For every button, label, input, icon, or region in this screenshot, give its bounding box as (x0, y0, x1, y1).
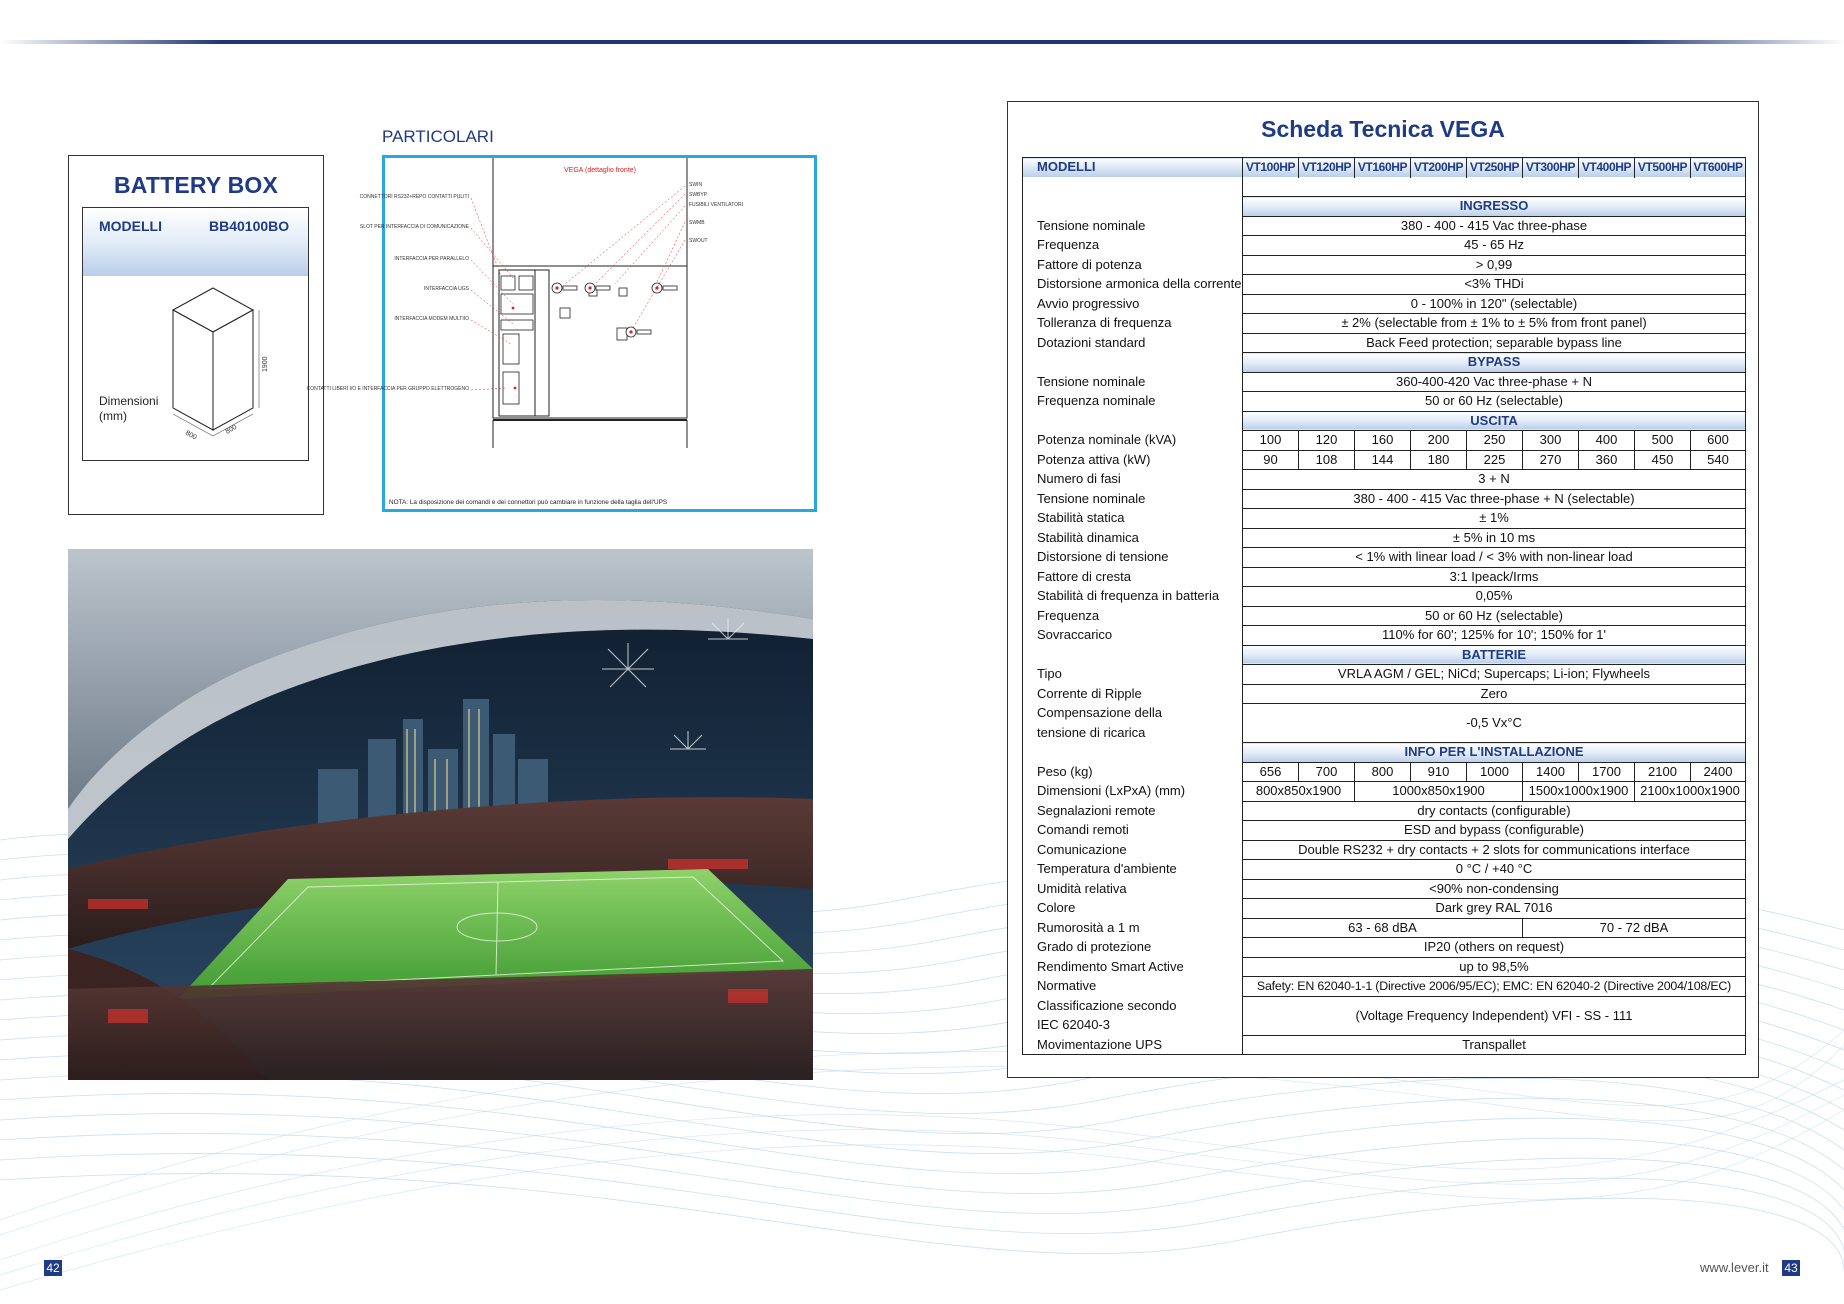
row-label: IEC 62040-3 (1023, 1016, 1243, 1036)
spec-row (1023, 548, 1746, 568)
row-label: Frequenza (1023, 606, 1243, 626)
dimension-cell: 2100x1000x1900 (1635, 782, 1746, 802)
row-label: Rumorosità a 1 m (1023, 918, 1243, 938)
row-value: IP20 (others on request) (1243, 938, 1746, 958)
row-value: <3% THDi (1243, 275, 1746, 295)
model-cell: VT200HP (1411, 158, 1467, 178)
spec-row (1023, 333, 1746, 353)
spec-row (1023, 899, 1746, 919)
row-label: Fattore di potenza (1023, 255, 1243, 275)
model-cell: VT120HP (1299, 158, 1355, 178)
callout-swbyp: SWBYP (689, 192, 708, 198)
weight-cell: 910 (1411, 762, 1467, 782)
spec-row (1023, 821, 1746, 841)
power-cell: 200 (1411, 431, 1467, 451)
active-cell: 90 (1243, 450, 1299, 470)
spec-row (1023, 704, 1746, 724)
row-label: Rendimento Smart Active (1023, 957, 1243, 977)
power-cell: 600 (1691, 431, 1746, 451)
battery-box-table (82, 207, 309, 461)
dimension-cell: 1500x1000x1900 (1523, 782, 1635, 802)
row-value: 0,05% (1243, 587, 1746, 607)
row-value: 3:1 Ipeack/Irms (1243, 567, 1746, 587)
section-row (1023, 197, 1746, 217)
row-label: Avvio progressivo (1023, 294, 1243, 314)
weight-cell: 1000 (1467, 762, 1523, 782)
battery-box-panel (68, 155, 324, 515)
model-cell: VT500HP (1635, 158, 1691, 178)
row-value: <90% non-condensing (1243, 879, 1746, 899)
active-power-row (1023, 450, 1746, 470)
callout-ugs: INTERFACCIA UGS (423, 286, 469, 292)
row-label: Stabilità dinamica (1023, 528, 1243, 548)
spec-row (1023, 567, 1746, 587)
row-label: Stabilità statica (1023, 509, 1243, 529)
spec-row (1023, 470, 1746, 490)
row-label: Segnalazioni remote (1023, 801, 1243, 821)
section-uscita: USCITA (1243, 411, 1746, 431)
spec-row (1023, 840, 1746, 860)
model-cell: VT250HP (1467, 158, 1523, 178)
model-cell: VT600HP (1691, 158, 1746, 178)
row-value: 380 - 400 - 415 Vac three-phase + N (selectable) (1243, 489, 1746, 509)
row-value: Double RS232 + dry contacts + 2 slots for communications interface (1243, 840, 1746, 860)
power-cell: 400 (1579, 431, 1635, 451)
spec-row (1023, 587, 1746, 607)
noise-cell: 63 - 68 dBA (1243, 918, 1523, 938)
active-cell: 108 (1299, 450, 1355, 470)
weight-cell: 700 (1299, 762, 1355, 782)
callout-slot: SLOT PER INTERFACCIA DI COMUNICAZIONE (359, 224, 469, 230)
callout-modem: INTERFACCIA MODEM MULTIIO (394, 316, 469, 322)
callout-swout: SWOUT (689, 238, 708, 244)
particolari-note: NOTA: La disposizione dei comandi e dei connettori può cambiare in funzione della taglia dell'UPS (389, 499, 668, 506)
row-value: ± 1% (1243, 509, 1746, 529)
weight-cell: 2400 (1691, 762, 1746, 782)
spec-row (1023, 606, 1746, 626)
spec-row (1023, 626, 1746, 646)
top-rule (0, 40, 1844, 44)
spec-row (1023, 977, 1746, 997)
battery-box-dimensions-label (99, 394, 158, 424)
power-cell: 250 (1467, 431, 1523, 451)
power-row (1023, 431, 1746, 451)
spec-row (1023, 509, 1746, 529)
model-cell: VT300HP (1523, 158, 1579, 178)
spec-row (1023, 801, 1746, 821)
row-value: Transpallet (1243, 1035, 1746, 1055)
drawing-title: VEGA (dettaglio fronte) (564, 167, 636, 174)
battery-box-drawing (163, 280, 303, 450)
battery-box-model: BB40100BO (209, 218, 290, 234)
bb-height-text: 1900 (262, 356, 269, 372)
row-value: 50 or 60 Hz (selectable) (1243, 606, 1746, 626)
row-value: > 0,99 (1243, 255, 1746, 275)
noise-row (1023, 918, 1746, 938)
section-installazione: INFO PER L'INSTALLAZIONE (1243, 743, 1746, 763)
spec-title: Scheda Tecnica VEGA (1261, 116, 1505, 142)
models-spacer-row (1023, 177, 1746, 197)
active-cell: 180 (1411, 450, 1467, 470)
weight-cell: 656 (1243, 762, 1299, 782)
weight-cell: 1700 (1579, 762, 1635, 782)
active-cell: 144 (1355, 450, 1411, 470)
row-value: 110% for 60'; 125% for 10'; 150% for 1' (1243, 626, 1746, 646)
row-label: Temperatura d'ambiente (1023, 860, 1243, 880)
spec-row (1023, 489, 1746, 509)
row-label: Tensione nominale (1023, 372, 1243, 392)
spec-row (1023, 528, 1746, 548)
spec-row (1023, 665, 1746, 685)
spec-row (1023, 314, 1746, 334)
weight-cell: 2100 (1635, 762, 1691, 782)
row-value: ± 2% (selectable from ± 1% to ± 5% from front panel) (1243, 314, 1746, 334)
spec-row (1023, 392, 1746, 412)
dimension-cell: 1000x850x1900 (1355, 782, 1523, 802)
models-header-row (1023, 158, 1746, 178)
callout-rs232: CONNETTORI RS232+REPO CONTATTI PULITI (359, 194, 469, 200)
weight-cell: 1400 (1523, 762, 1579, 782)
row-value: VRLA AGM / GEL; NiCd; Supercaps; Li-ion; Flywheels (1243, 665, 1746, 685)
row-value: ESD and bypass (configurable) (1243, 821, 1746, 841)
row-value: dry contacts (configurable) (1243, 801, 1746, 821)
spacer (1243, 177, 1746, 197)
row-value: Back Feed protection; separable bypass line (1243, 333, 1746, 353)
row-value: ± 5% in 10 ms (1243, 528, 1746, 548)
spacer (1023, 177, 1243, 197)
model-cell: VT100HP (1243, 158, 1299, 178)
active-cell: 270 (1523, 450, 1579, 470)
section-row (1023, 411, 1746, 431)
bb-depth-text: 800 (184, 429, 198, 442)
section-bypass: BYPASS (1243, 353, 1746, 373)
dim-label-line1: Dimensioni (99, 394, 159, 408)
spec-row (1023, 879, 1746, 899)
row-value: 0 °C / +40 °C (1243, 860, 1746, 880)
callout-swin: SWIN (689, 182, 703, 188)
callout-parallelo: INTERFACCIA PER PARALLELO (394, 256, 469, 262)
spacer (1023, 411, 1243, 431)
spec-row (1023, 684, 1746, 704)
spec-row (1023, 255, 1746, 275)
modelli-label: MODELLI (1023, 158, 1243, 178)
row-value: Safety: EN 62040-1-1 (Directive 2006/95/EC); EMC: EN 62040-2 (Directive 2004/108/EC) (1243, 977, 1746, 997)
spacer (1023, 353, 1243, 373)
row-label: Corrente di Ripple (1023, 684, 1243, 704)
dimensions-row (1023, 782, 1746, 802)
row-label: Normative (1023, 977, 1243, 997)
section-batterie: BATTERIE (1243, 645, 1746, 665)
callout-swmb: SWMB (689, 220, 705, 226)
row-label: Fattore di cresta (1023, 567, 1243, 587)
row-value: Zero (1243, 684, 1746, 704)
row-label: Dotazioni standard (1023, 333, 1243, 353)
dim-label-line2: (mm) (99, 409, 127, 423)
row-label: Grado di protezione (1023, 938, 1243, 958)
row-value: -0,5 Vx°C (1243, 704, 1746, 743)
spec-row (1023, 216, 1746, 236)
ups-front-detail-drawing (306, 158, 814, 509)
row-label: Tipo (1023, 665, 1243, 685)
row-label: Distorsione armonica della corrente (1023, 275, 1243, 295)
row-label: Umidità relativa (1023, 879, 1243, 899)
row-label: Comunicazione (1023, 840, 1243, 860)
active-cell: 540 (1691, 450, 1746, 470)
row-value: (Voltage Frequency Independent) VFI - SS - 111 (1243, 996, 1746, 1035)
model-cell: VT160HP (1355, 158, 1411, 178)
row-label: Frequenza (1023, 236, 1243, 256)
active-cell: 360 (1579, 450, 1635, 470)
stadium-photo (68, 549, 813, 1080)
row-label: Compensazione della (1023, 704, 1243, 724)
row-label: Comandi remoti (1023, 821, 1243, 841)
particolari-label: PARTICOLARI (382, 127, 494, 146)
active-cell: 225 (1467, 450, 1523, 470)
spec-row (1023, 938, 1746, 958)
callout-contatti: CONTATTI LIBERI I/O E INTERFACCIA PER GRUPPO ELETTROGENO (306, 386, 469, 392)
spacer (1023, 197, 1243, 217)
spec-row (1023, 1035, 1746, 1055)
spacer (1023, 743, 1243, 763)
power-cell: 120 (1299, 431, 1355, 451)
row-value: Dark grey RAL 7016 (1243, 899, 1746, 919)
model-cell: VT400HP (1579, 158, 1635, 178)
power-cell: 100 (1243, 431, 1299, 451)
spec-table (1022, 157, 1746, 1055)
page-number-left: 42 (44, 1260, 62, 1276)
row-label: Peso (kg) (1023, 762, 1243, 782)
row-value: 360-400-420 Vac three-phase + N (1243, 372, 1746, 392)
row-label: Numero di fasi (1023, 470, 1243, 490)
particolari-drawing-frame (306, 155, 817, 512)
row-label: Distorsione di tensione (1023, 548, 1243, 568)
row-value: 50 or 60 Hz (selectable) (1243, 392, 1746, 412)
section-row (1023, 645, 1746, 665)
row-value: 0 - 100% in 120" (selectable) (1243, 294, 1746, 314)
noise-cell: 70 - 72 dBA (1523, 918, 1746, 938)
row-value: 3 + N (1243, 470, 1746, 490)
power-cell: 500 (1635, 431, 1691, 451)
section-row (1023, 353, 1746, 373)
row-label: Dimensioni (LxPxA) (mm) (1023, 782, 1243, 802)
spec-row (1023, 236, 1746, 256)
website-link[interactable]: www.lever.it (1700, 1260, 1769, 1275)
row-label: Classificazione secondo (1023, 996, 1243, 1016)
row-label: Potenza nominale (kVA) (1023, 431, 1243, 451)
spec-row (1023, 860, 1746, 880)
page-number-right: 43 (1782, 1260, 1800, 1276)
spec-row (1023, 957, 1746, 977)
spec-row (1023, 372, 1746, 392)
spec-sheet-panel (1007, 101, 1759, 1078)
spec-row (1023, 275, 1746, 295)
row-value: 45 - 65 Hz (1243, 236, 1746, 256)
battery-box-header (83, 208, 308, 276)
spec-row (1023, 996, 1746, 1016)
weight-cell: 800 (1355, 762, 1411, 782)
row-value: < 1% with linear load / < 3% with non-linear load (1243, 548, 1746, 568)
section-ingresso: INGRESSO (1243, 197, 1746, 217)
battery-box-title: BATTERY BOX (113, 172, 279, 198)
bb-width-text: 800 (224, 423, 239, 436)
spacer (1023, 645, 1243, 665)
callout-fusibili: FUSIBILI VENTILATORI (689, 202, 743, 208)
row-label: Tolleranza di frequenza (1023, 314, 1243, 334)
row-label: Tensione nominale (1023, 489, 1243, 509)
row-label: Stabilità di frequenza in batteria (1023, 587, 1243, 607)
power-cell: 300 (1523, 431, 1579, 451)
row-label: Frequenza nominale (1023, 392, 1243, 412)
row-label: Colore (1023, 899, 1243, 919)
row-label: Potenza attiva (kW) (1023, 450, 1243, 470)
active-cell: 450 (1635, 450, 1691, 470)
section-row (1023, 743, 1746, 763)
row-label: tensione di ricarica (1023, 723, 1243, 743)
battery-box-modelli-label: MODELLI (99, 218, 162, 234)
weight-row (1023, 762, 1746, 782)
row-value: up to 98,5% (1243, 957, 1746, 977)
row-label: Sovraccarico (1023, 626, 1243, 646)
row-label: Movimentazione UPS (1023, 1035, 1243, 1055)
row-label: Tensione nominale (1023, 216, 1243, 236)
dimension-cell: 800x850x1900 (1243, 782, 1355, 802)
row-value: 380 - 400 - 415 Vac three-phase (1243, 216, 1746, 236)
power-cell: 160 (1355, 431, 1411, 451)
spec-row (1023, 294, 1746, 314)
